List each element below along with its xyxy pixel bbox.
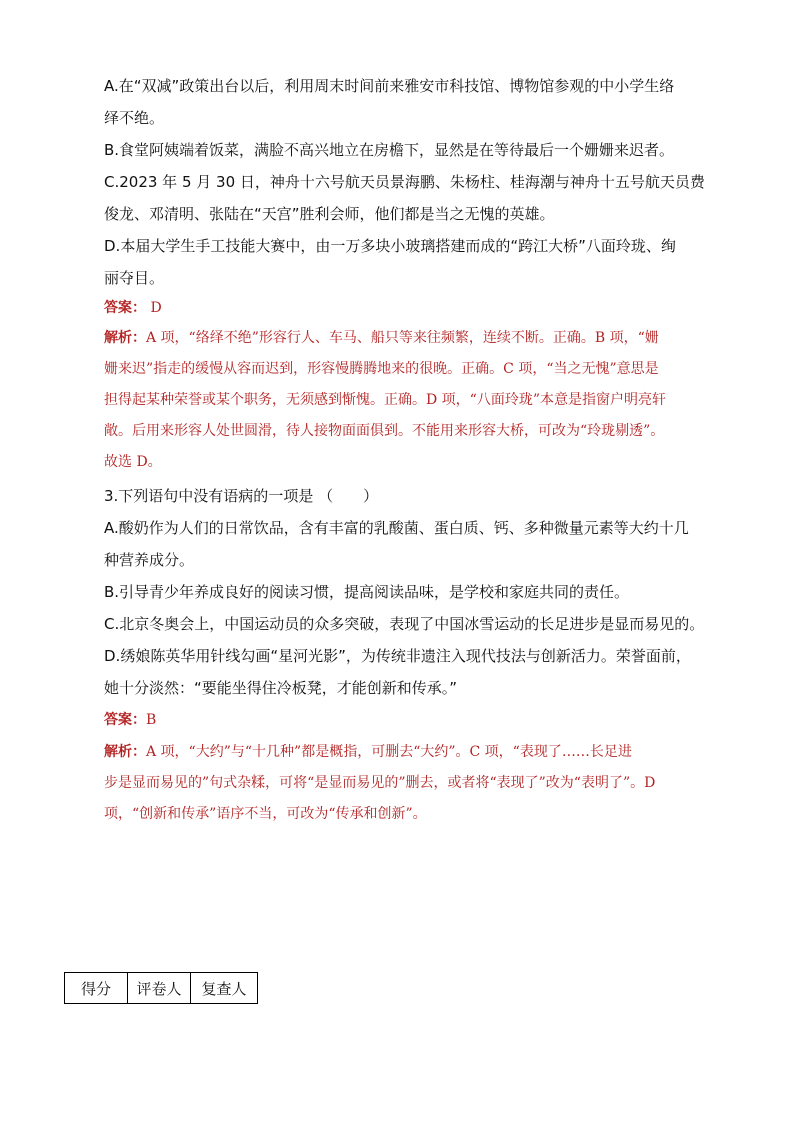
q3-option-d-line1: D.绣娘陈英华用针线勾画“星河光影”，为传统非遗注入现代技法与创新活力。荣誉面前， [104, 647, 691, 665]
q3-explanation-line2: 步是显而易见的”句式杂糅，可将“是显而易见的”删去，或者将“表现了”改为“表明了”。D [104, 775, 656, 791]
score-table-row [65, 973, 258, 1004]
score-table [64, 972, 258, 1004]
q2-explanation-line1 [104, 328, 734, 348]
q3-option-a-line1: A.酸奶作为人们的日常饮品，含有丰富的乳酸菌、蛋白质、钙、多种微量元素等大约十几 [104, 519, 689, 537]
q3-option-c: C.北京冬奥会上，中国运动员的众多突破，表现了中国冰雪运动的长足进步是显而易见的。 [104, 615, 705, 633]
q2-answer-value: D [150, 300, 162, 316]
q3-explanation-text1: A 项，“大约”与“十几种”都是概指，可删去“大约”。C 项，“表现了……长足进 [146, 744, 632, 760]
grader-cell: 评卷人 [128, 973, 191, 1004]
q2-explanation-text1: A 项，“络绎不绝”形容行人、车马、船只等来往频繁，连续不断。正确。B 项，“姗 [146, 330, 659, 346]
score-cell: 得分 [65, 973, 128, 1004]
q2-explanation-line5: 故选 D。 [104, 454, 162, 470]
q3-explanation-label: 解析： [104, 744, 146, 760]
q3-answer-label: 答案： [104, 712, 146, 728]
q2-option-c-line1: C.2023 年 5 月 30 日，神舟十六号航天员景海鹏、朱杨柱、桂海潮与神舟十五号航天员费 [104, 173, 705, 191]
q2-answer-label: 答案： [104, 300, 146, 316]
q3-option-d-line2: 她十分淡然：“要能坐得住冷板凳，才能创新和传承。” [104, 679, 458, 697]
q3-answer [104, 710, 734, 730]
q2-option-b: B.食堂阿姨端着饭菜，满脸不高兴地立在房檐下，显然是在等待最后一个姗姗来迟者。 [104, 141, 675, 159]
q3-explanation-line1 [104, 742, 734, 762]
q3-option-b: B.引导青少年养成良好的阅读习惯，提高阅读品味，是学校和家庭共同的责任。 [104, 583, 630, 601]
q3-answer-value: B [146, 712, 157, 728]
q2-explanation-line4: 敞。后用来形容人处世圆滑，待人接物面面俱到。不能用来形容大桥，可改为“玲珑剔透”。 [104, 423, 665, 439]
q3-stem: 3.下列语句中没有语病的一项是 （ ） [104, 487, 379, 505]
q2-explanation-label: 解析： [104, 330, 146, 346]
q2-option-a-line2: 绎不绝。 [104, 109, 165, 127]
q2-option-d-line2: 丽夺目。 [104, 269, 165, 287]
reviewer-cell: 复查人 [191, 973, 258, 1004]
q2-option-d-line1: D.本届大学生手工技能大赛中，由一万多块小玻璃搭建而成的“跨江大桥”八面玲珑、绚 [104, 237, 676, 255]
q3-explanation-line3: 项，“创新和传承”语序不当，可改为“传承和创新”。 [104, 806, 427, 822]
q2-explanation-line3: 担得起某种荣誉或某个职务，无须感到惭愧。正确。D 项，“八面玲珑”本意是指窗户明亮轩 [104, 392, 666, 408]
q3-option-a-line2: 种营养成分。 [104, 551, 195, 569]
q2-option-c-line2: 俊龙、邓清明、张陆在“天宫”胜利会师，他们都是当之无愧的英雄。 [104, 205, 555, 223]
q2-answer [104, 298, 734, 318]
q2-option-a-line1: A.在“双减”政策出台以后，利用周末时间前来雅安市科技馆、博物馆参观的中小学生络 [104, 77, 675, 95]
q2-explanation-line2: 姗来迟”指走的缓慢从容而迟到，形容慢腾腾地来的很晚。正确。C 项，“当之无愧”意思是 [104, 361, 659, 377]
